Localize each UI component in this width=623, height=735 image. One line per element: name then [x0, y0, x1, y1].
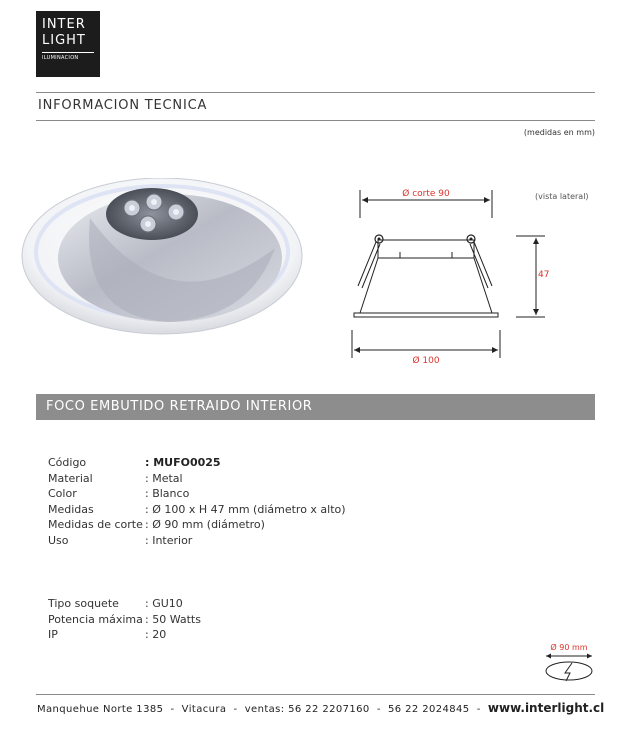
footer-divider — [36, 694, 595, 695]
spec-value: : Ø 90 mm (diámetro) — [145, 518, 265, 531]
spec-label: Material — [48, 471, 93, 485]
side-view-drawing — [340, 180, 560, 370]
spec-label: Uso — [48, 533, 69, 547]
spec-value: : Blanco — [145, 487, 190, 500]
spec-value: : 50 Watts — [145, 612, 201, 626]
footer — [37, 701, 604, 715]
logo-rule — [42, 52, 94, 53]
cut-dimension-label: Ø corte 90 — [402, 189, 450, 199]
side-view-label: (vista lateral) — [535, 192, 589, 201]
spec-value: : GU10 — [145, 597, 183, 610]
spec-label: Tipo soquete — [48, 597, 119, 610]
spec-label: Color — [48, 487, 77, 500]
width-dimension-label: Ø 100 — [412, 356, 440, 366]
spec-value: : 20 — [145, 628, 167, 641]
cut-icon-label: Ø 90 mm — [550, 643, 588, 652]
logo-line-1: INTER — [42, 17, 86, 32]
spec-label: IP — [48, 628, 58, 641]
footer-contact: Manquehue Norte 1385 - Vitacura - ventas: 56 22 2207160 - 56 22 2024845 - — [37, 704, 485, 715]
top-divider — [36, 92, 595, 93]
title-divider — [36, 120, 595, 121]
product-banner: FOCO EMBUTIDO RETRAIDO INTERIOR — [36, 394, 595, 420]
spec-label: Potencia máxima — [48, 612, 143, 626]
height-dimension-label: 47 — [538, 270, 550, 280]
cut-size-icon — [540, 640, 598, 686]
spec-value: : Interior — [145, 533, 193, 547]
product-photo — [20, 178, 310, 348]
spec-label: Código — [48, 456, 87, 469]
spec-value: : MUFO0025 — [145, 456, 221, 469]
spec-label: Medidas — [48, 502, 94, 516]
units-note: (medidas en mm) — [523, 128, 595, 137]
spec-value: : Ø 100 x H 47 mm (diámetro x alto) — [145, 502, 346, 516]
logo-line-3: ILUMINACION — [42, 55, 79, 61]
website-link[interactable]: www.interlight.cl — [487, 701, 605, 715]
section-title: INFORMACION TECNICA — [38, 98, 208, 113]
spec-value: : Metal — [145, 471, 183, 485]
spec-label: Medidas de corte — [48, 518, 143, 531]
brand-logo — [36, 11, 100, 77]
logo-line-2: LIGHT — [42, 33, 86, 48]
